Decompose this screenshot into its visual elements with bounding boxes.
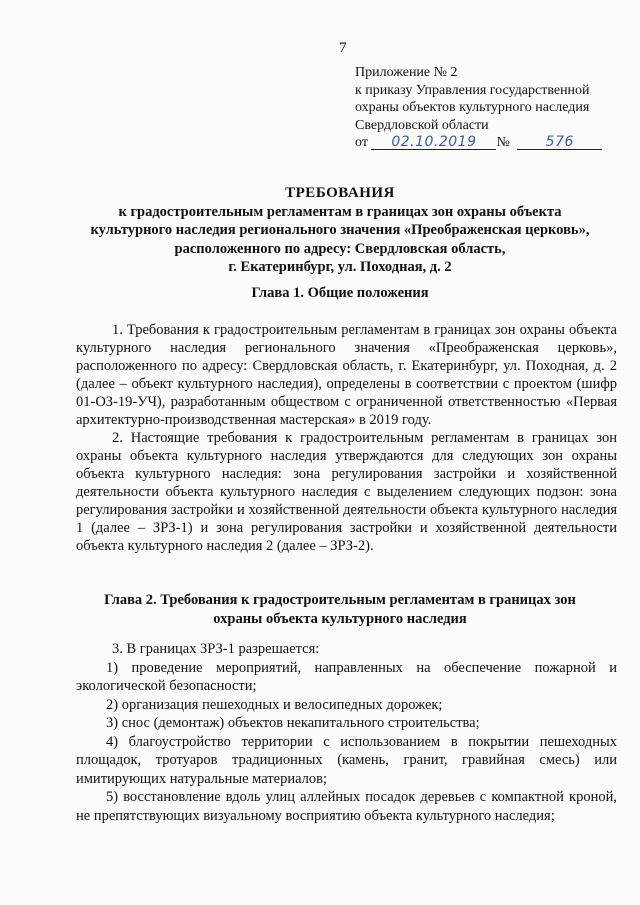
title-line-4: г. Екатеринбург, ул. Походная, д. 2 [228,259,452,275]
annex-header [355,64,625,152]
title-line-1: к градостроительным регламентам в границах зон охраны объекта [118,203,562,220]
list-item: 3) снос (демонтаж) объектов некапитального строительства; [106,715,480,731]
annex-authority-line: охраны объектов культурного наследия [355,100,590,115]
chapter-1-heading: Глава 1. Общие положения [251,285,429,301]
page-number: 7 [339,40,347,56]
list-item: 2) организация пешеходных и велосипедных дорожек; [106,696,443,713]
from-label: от [355,135,368,150]
chapter-2-heading-line-1: Глава 2. Требования к градостроительным регламентам в границах зон [104,592,576,608]
title-line-3: расположенного по адресу: Свердловская область, [174,240,506,257]
number-label: № [496,135,510,150]
list-item: 4) благоустройство территории с использованием в покрытии пешеходных площадок, тротуаров традиционных (камень, гранит, гравийная смесь) или имитирующих натуральные материалов; [76,733,617,787]
annex-title: Приложение № 2 [355,65,458,80]
paragraph-3: 3. В границах ЗРЗ-1 разрешается: [112,641,320,657]
list-item: 5) восстановление вдоль улиц аллейных посадок деревьев с компактной кроной, не препятствующих визуальному восприятию объекта культурного наследия; [76,789,617,824]
title-main: ТРЕБОВАНИЯ [285,185,395,201]
annex-region-line: Свердловской области [355,117,489,133]
annex-order-line: к приказу Управления государственной [355,82,590,98]
title-line-2: культурного наследия регионального значения «Преображенская церковь», [90,222,590,238]
chapter-1-body [76,321,617,555]
paragraph-1: 1. Требования к градостроительным регламентам в границах зон охраны объекта культурного наследия регионального значения «Преображенская церковь», расположенного по адресу: Свердловская область, г. Екатеринбург, ул. Походная, д. 2 (далее – объект культурного наследия), определены в соответствии с проектом (шифр 01-ОЗ-19-УЧ), разработанным обществом с ограниченной ответственностью «Первая архитектурно-производственная мастерская» в 2019 году. [76,322,617,428]
list-item: 1) проведение мероприятий, направленных на обеспечение пожарной и экологической безопасности; [76,659,617,694]
chapter-2-heading-line-2: охраны объекта культурного наследия [213,611,467,627]
order-date: 02.10.2019 [371,135,496,150]
chapter-2-heading [70,591,610,629]
paragraph-2: 2. Настоящие требования к градостроительным регламентам в границах зон охраны объекта культурного наследия утверждаются для следующих зон охраны объекта культурного наследия: зона регулирования застройки и хозяйственной деятельности объекта культурного наследия с выделением следующих подзон: зона регулирования застройки и хозяйственной деятельности объекта культурного наследия 1 (далее – ЗРЗ-1) и зона регулирования застройки и хозяйственной деятельности объекта культурного наследия 2 (далее – ЗРЗ-2). [76,430,617,554]
chapter-2-body [76,640,617,825]
annex-date-number-line [355,134,625,152]
order-number: 576 [517,135,602,150]
document-title [60,184,620,277]
